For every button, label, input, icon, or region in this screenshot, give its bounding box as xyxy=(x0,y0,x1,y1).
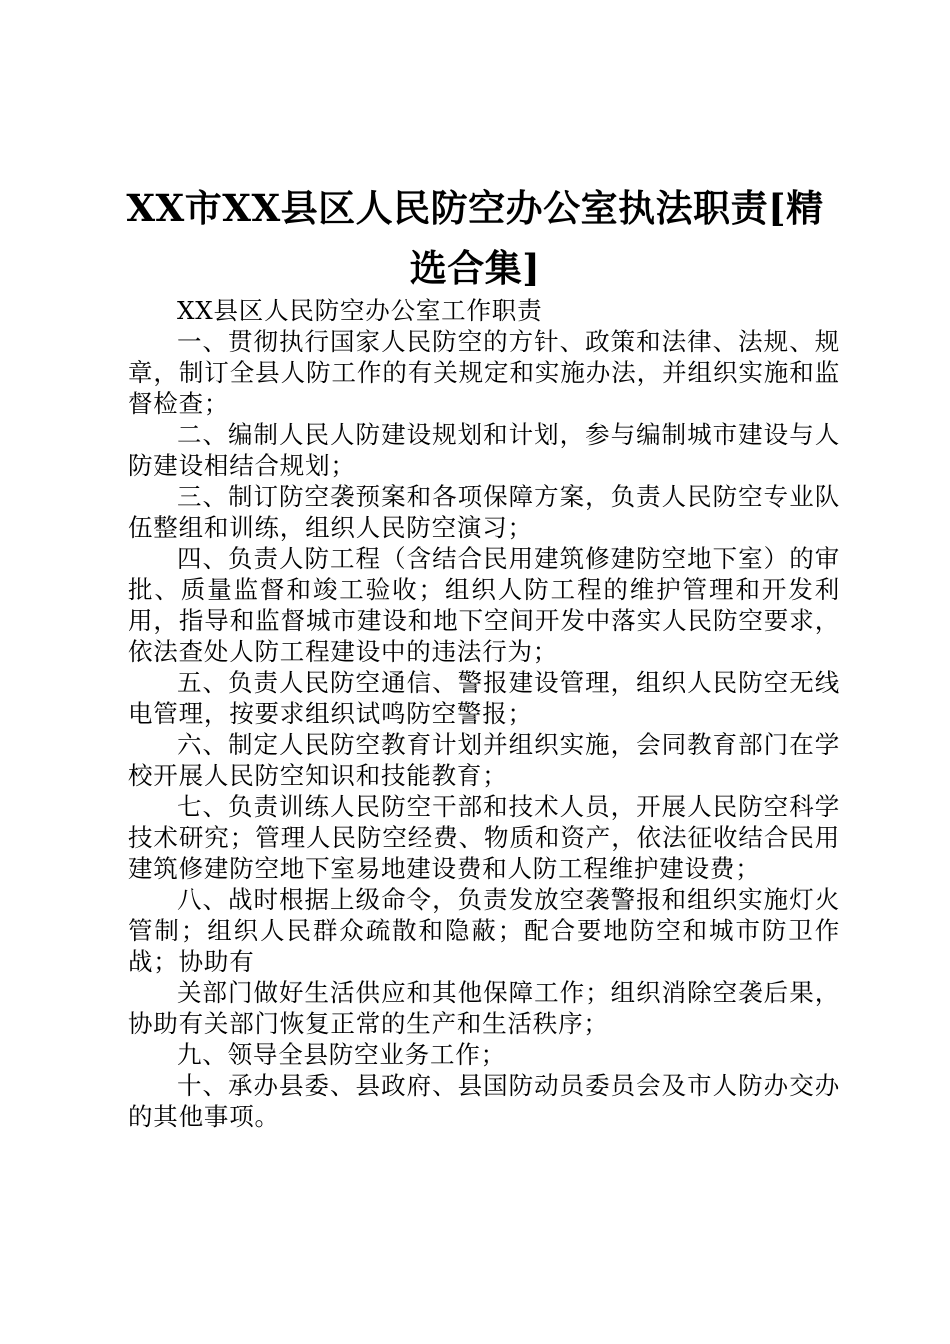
paragraph-item-10: 十、承办县委、县政府、县国防动员委员会及市人防办交办的其他事项。 xyxy=(128,1071,840,1131)
document-body xyxy=(128,295,840,1132)
paragraph-item-8: 八、战时根据上级命令，负责发放空袭警报和组织实施灯火管制；组织人民群众疏散和隐蔽；配合要地防空和城市防卫作战；协助有 xyxy=(128,885,840,976)
paragraph-heading: XX县区人民防空办公室工作职责 xyxy=(177,296,543,325)
paragraph-item-7: 七、负责训练人民防空干部和技术人员，开展人民防空科学技术研究；管理人民防空经费、物质和资产，依法征收结合民用建筑修建防空地下室易地建设费和人防工程维护建设费； xyxy=(128,792,840,883)
paragraph-item-8-continued: 关部门做好生活供应和其他保障工作；组织消除空袭后果，协助有关部门恢复正常的生产和生活秩序； xyxy=(128,978,840,1038)
paragraph-item-1: 一、贯彻执行国家人民防空的方针、政策和法律、法规、规章，制订全县人防工作的有关规定和实施办法，并组织实施和监督检查； xyxy=(128,327,840,418)
paragraph-item-2: 二、编制人民人防建设规划和计划，参与编制城市建设与人防建设相结合规划； xyxy=(128,420,840,480)
paragraph-item-4: 四、负责人防工程（含结合民用建筑修建防空地下室）的审批、质量监督和竣工验收；组织人防工程的维护管理和开发利用，指导和监督城市建设和地下空间开发中落实人民防空要求，依法查处人防工程建设中的违法行为； xyxy=(128,544,840,666)
paragraph-item-9: 九、领导全县防空业务工作； xyxy=(177,1040,506,1069)
paragraph-item-5: 五、负责人民防空通信、警报建设管理，组织人民防空无线电管理，按要求组织试鸣防空警报； xyxy=(128,668,840,728)
document-title: XX市XX县区人民防空办公室执法职责[精选合集] xyxy=(126,186,824,290)
paragraph-item-3: 三、制订防空袭预案和各项保障方案，负责人民防空专业队伍整组和训练，组织人民防空演习； xyxy=(128,482,840,542)
paragraph-item-6: 六、制定人民防空教育计划并组织实施，会同教育部门在学校开展人民防空知识和技能教育； xyxy=(128,730,840,790)
